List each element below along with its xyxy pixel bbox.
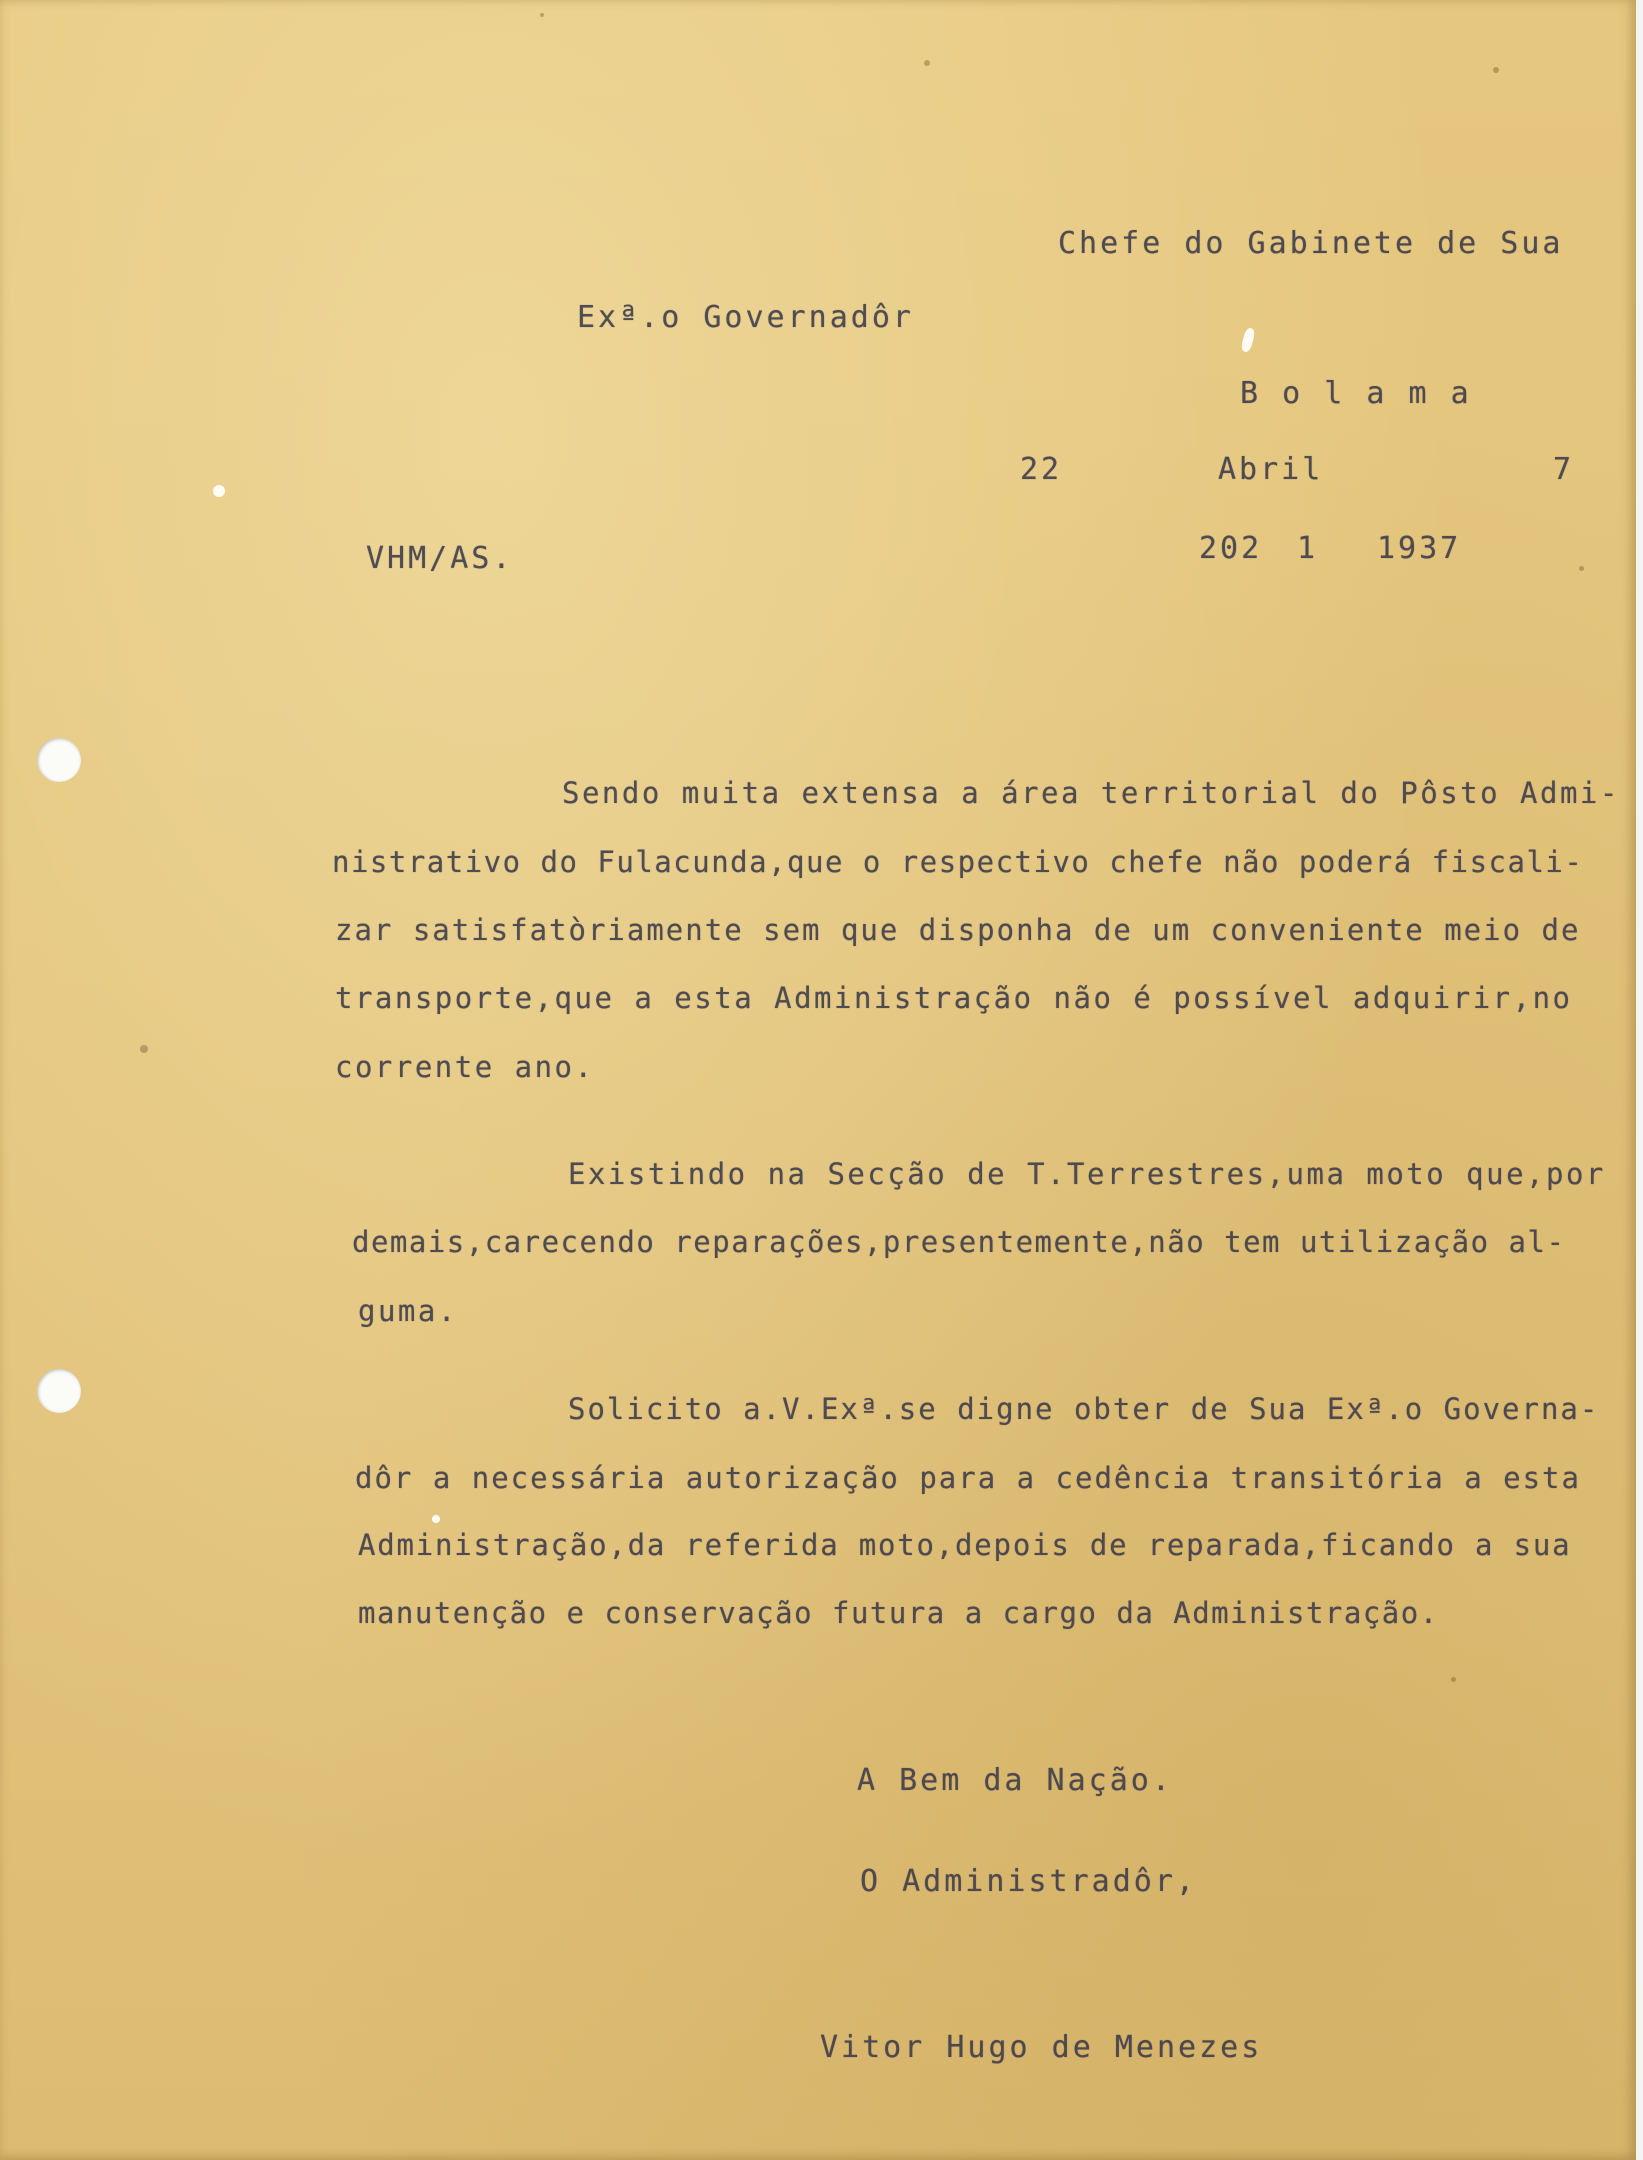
paper-speck — [213, 485, 225, 497]
document-year: 1937 — [1377, 531, 1462, 566]
paper-speck — [1579, 566, 1584, 571]
paragraph-1-line: Sendo muita extensa a área territorial do Pôsto Admi- — [562, 776, 1620, 810]
paper-speck — [1240, 327, 1256, 353]
signatory-name: Vitor Hugo de Menezes — [820, 2030, 1263, 2065]
paper-speck — [432, 1515, 440, 1523]
paragraph-1-line: nistrativo do Fulacunda,que o respectivo chefe não poderá fiscali- — [332, 845, 1584, 879]
scan-edge — [1636, 0, 1643, 2160]
paragraph-2-line: guma. — [358, 1294, 458, 1328]
paragraph-3-line: Solicito a.V.Exª.se digne obter de Sua Exª.o Governa- — [568, 1392, 1600, 1426]
signatory-title: O Administradôr, — [860, 1864, 1197, 1899]
paragraph-1-line: corrente ano. — [335, 1050, 595, 1084]
paper-speck — [1493, 67, 1499, 73]
paragraph-1-line: zar satisfatòriamente sem que disponha de um conveniente meio de — [335, 913, 1581, 947]
place-name: B o l a m a — [1240, 376, 1472, 411]
punch-hole-top — [37, 738, 81, 782]
paragraph-1-line: transporte,que a esta Administração não é possível adquirir,no — [335, 981, 1573, 1015]
date-day: 22 — [1020, 452, 1063, 487]
paragraph-3-line: Administração,da referida moto,depois de reparada,ficando a sua — [358, 1528, 1572, 1562]
document-number: 202 — [1199, 531, 1263, 566]
paper-speck — [540, 13, 544, 17]
closing-salutation: A Bem da Nação. — [857, 1763, 1173, 1798]
paper-speck — [140, 1045, 148, 1053]
punch-hole-bottom — [37, 1369, 81, 1413]
addressee-line-1: Chefe do Gabinete de Sua — [1058, 226, 1564, 261]
paragraph-3-line: dôr a necessária autorização para a cedência transitória a esta — [355, 1461, 1581, 1495]
date-year-suffix: 7 — [1553, 452, 1575, 487]
paragraph-2-line: Existindo na Secção de T.Terrestres,uma moto que,por — [568, 1157, 1606, 1191]
document-series: 1 — [1297, 531, 1319, 566]
paper-speck — [924, 60, 930, 66]
reference-code: VHM/AS. — [366, 541, 514, 576]
date-month: Abril — [1218, 452, 1324, 487]
paper-speck — [1451, 1677, 1456, 1682]
addressee-line-2: Exª.o Governadôr — [577, 300, 914, 335]
paragraph-3-line: manutenção e conservação futura a cargo da Administração. — [358, 1596, 1439, 1630]
paragraph-2-line: demais,carecendo reparações,presentemente,não tem utilização al- — [352, 1225, 1566, 1259]
